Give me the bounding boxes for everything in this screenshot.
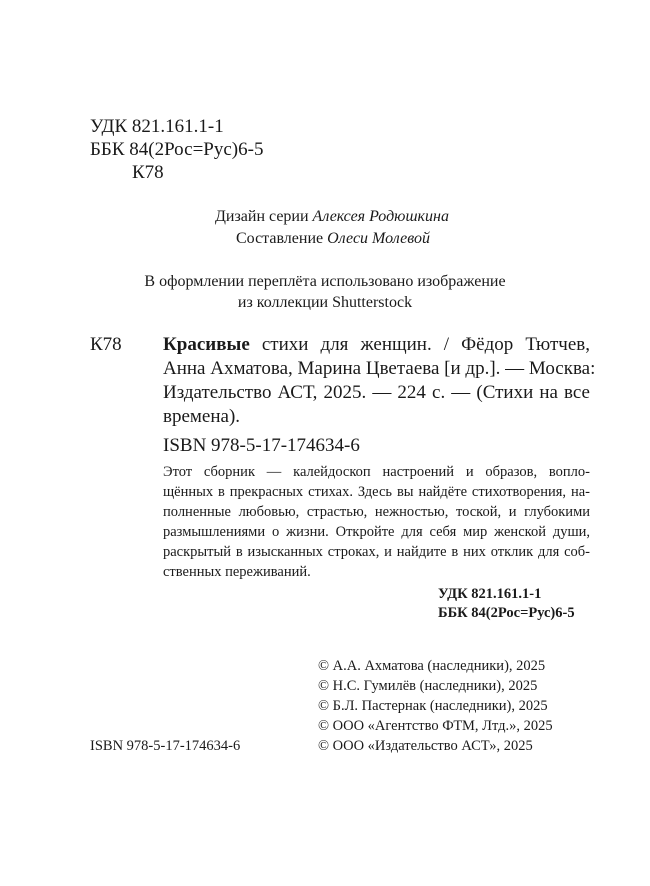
annotation-line: щённых в прекрасных стихах. Здесь вы найдёте стихотворения, на- xyxy=(163,484,590,500)
annotation-line: ственных переживаний. xyxy=(163,564,311,580)
isbn-footer: ISBN 978-5-17-174634-6 xyxy=(90,738,241,754)
copyright-line: © Н.С. Гумилёв (наследники), 2025 xyxy=(318,678,538,694)
compiler-credit xyxy=(236,229,430,249)
compiler-name: Олеси Молевой xyxy=(327,230,430,247)
copyright-line: © ООО «Агентство ФТМ, Лтд.», 2025 xyxy=(318,718,553,734)
annotation-line: размышлениями о жизни. Откройте для себя мир женской души, xyxy=(163,524,590,540)
bbk-code-secondary: ББК 84(2Рос=Рус)6-5 xyxy=(438,605,575,621)
cover-note-line-2: из коллекции Shutterstock xyxy=(237,294,413,311)
bibliographic-line: Анна Ахматова, Марина Цветаева [и др.]. — Москва: xyxy=(163,358,596,379)
udk-code-secondary: УДК 821.161.1-1 xyxy=(438,586,542,602)
bibliographic-line: времена). xyxy=(163,406,241,427)
copyright-line: © ООО «Издательство АСТ», 2025 xyxy=(318,738,533,754)
isbn-main: ISBN 978-5-17-174634-6 xyxy=(163,435,360,456)
annotation-line: полненные любовью, страстью, нежностью, тоской, и глубокими xyxy=(163,504,590,520)
bibliographic-line: Издательство АСТ, 2025. — 224 с. — (Стихи на все xyxy=(163,382,590,403)
annotation xyxy=(163,462,590,582)
design-label: Дизайн серии xyxy=(215,208,313,225)
author-code: К78 xyxy=(132,162,164,183)
designer-name: Алексея Родюшкина xyxy=(312,208,449,225)
copyright-line: © А.А. Ахматова (наследники), 2025 xyxy=(318,658,546,674)
bibliographic-description xyxy=(163,333,596,429)
annotation-line: раскрытый в изысканных строках, и найдите в них отклик для соб- xyxy=(163,544,590,560)
udk-code: УДК 821.161.1-1 xyxy=(90,116,224,137)
bbk-code: ББК 84(2Рос=Рус)6-5 xyxy=(90,139,264,160)
annotation-line: Этот сборник — калейдоскоп настроений и образов, вопло- xyxy=(163,464,590,480)
copyright-line: © Б.Л. Пастернак (наследники), 2025 xyxy=(318,698,548,714)
series-design-credit xyxy=(215,207,449,227)
bibliographic-line xyxy=(163,333,590,357)
cover-note-line-1: В оформлении переплёта использовано изображение xyxy=(144,273,506,290)
copyright-block xyxy=(318,656,553,756)
compiler-label: Составление xyxy=(236,230,328,247)
book-title-lead: Красивые xyxy=(163,334,250,355)
bibliographic-line-1-rest: стихи для женщин. / Фёдор Тютчев, xyxy=(249,334,590,355)
bibliographic-author-mark: К78 xyxy=(90,334,122,355)
